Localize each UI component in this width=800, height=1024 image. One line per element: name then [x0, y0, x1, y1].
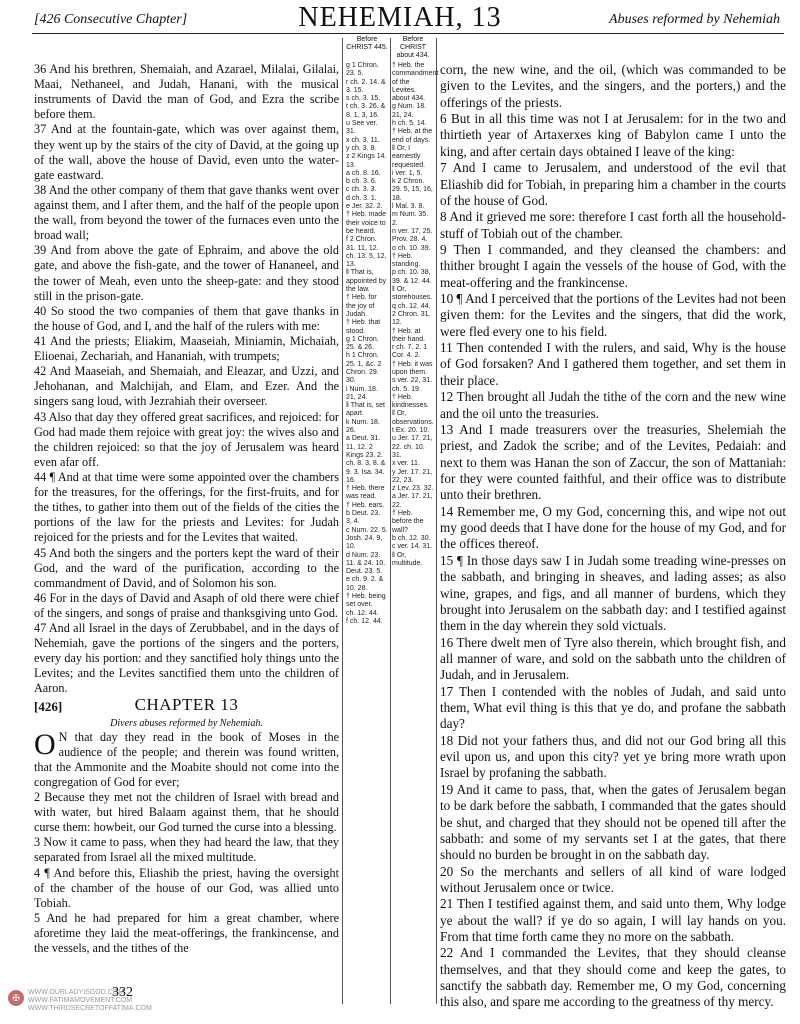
cross-reference-note: ‖ Or, observations. [392, 410, 434, 426]
cross-reference-note: a Jer. 17. 21, 22. [392, 493, 433, 509]
verse-paragraph: 22 And I commanded the Levites, that they should cleanse themselves, and that they should come and keep the gates, to sanctify the sabbath day. Remember me, O my God, concerning this also, and spare me according to the greatness of thy mercy. [440, 945, 786, 1010]
page-header [0, 0, 800, 36]
cross-reference-note: l Mal. 3. 8. [392, 203, 425, 211]
cross-reference-note: ‖ Or, storehouses. [392, 286, 433, 302]
verse-paragraph: 43 Also that day they offered great sacrifices, and rejoiced: for God had made them rejoice with great joy: the wives also and the children rejoiced: so that the joy of Jerusalem was heard even afar off. [34, 409, 339, 469]
watermark-line: WWW.OURLADYISGOD.COM [28, 989, 125, 996]
watermark-line: WWW.THIRDSECRETOFFATIMA.COM [28, 1005, 152, 1012]
seal-icon: ✠ [8, 990, 24, 1006]
column-divider [436, 38, 437, 1004]
cross-reference-note: h 1 Chron. 25. 1, &c. 2 Chron. 29. 30. [346, 352, 382, 385]
chapter-heading [34, 694, 339, 717]
cross-reference-note: a Deut. 31. 11, 12. 2 Kings 23. 2. ch. 8. 3, 8. & 9. 3. Isa. 34. 16. [346, 435, 386, 484]
verse-paragraph: 7 And I came to Jerusalem, and understood of the evil that Eliashib did for Tobiah, in preparing him a chamber in the courts of the house of God. [440, 160, 786, 208]
cross-reference-note: about 434. [392, 95, 426, 103]
cross-reference-note: z Lev. 23. 32. [392, 485, 434, 493]
verse-text: N that day they read in the book of Moses in the audience of the people; and therein was found written, that the Ammonite and the Moabite should not come into the congregation of God for ever; [34, 729, 339, 789]
verse-paragraph: 17 Then I contended with the nobles of Judah, and said unto them, What evil thing is this that ye do, and profane the sabbath day? [440, 683, 786, 732]
cross-reference-note: x ch. 3. 11. [346, 136, 380, 144]
right-text-column [440, 62, 786, 1011]
verse-paragraph: 46 For in the days of David and Asaph of old there were chief of the singers, and songs of praise and thanksgiving unto God. [34, 590, 339, 620]
cross-reference-note: † Heb. that stood. [346, 319, 381, 335]
cross-reference-note: b ch. 12. 30. [392, 534, 431, 542]
verse-paragraph: 40 So stood the two companies of them that gave thanks in the house of God, and I, and the half of the rulers with me: [34, 303, 339, 333]
cross-reference-note: d Num. 23. 11. & 24. 10. Deut. 23. 5. [346, 551, 386, 576]
cross-reference-note: x ver. 11. [392, 460, 420, 468]
cross-reference-note: † Heb. it was upon them. [392, 360, 433, 376]
verse-paragraph: 45 And both the singers and the porters kept the ward of their God, and the ward of the purification, according to the commandment of David, and of Solomon his son. [34, 545, 339, 590]
verse-paragraph: 6 But in all this time was not I at Jerusalem: for in the two and thirtieth year of Artaxerxes king of Babylon came I unto the king, and after certain days obtained I leave of the king: [440, 111, 786, 159]
column-divider [390, 38, 391, 1004]
cross-reference-note: † Heb. standing. [392, 252, 421, 269]
cross-reference-note: ‖ That is, appointed by the law. [346, 269, 387, 294]
verse-paragraph: 42 And Maaseiah, and Shemaiah, and Eleazar, and Uzzi, and Jehohanan, and Malchijah, and Elam, and Ezer. And the singers sang loud, with Jezrahiah their overseer. [34, 364, 339, 409]
verse-paragraph: 39 And from above the gate of Ephraim, and above the old gate, and above the fish-gate, and the tower of Hananeel, and the tower of Meah, even unto the sheep-gate: and they stood still in the prison-gate. [34, 243, 339, 303]
cross-reference-note: u See ver. 31. [346, 120, 378, 136]
cross-reference-note: † Heb. made their voice to be heard. [346, 211, 387, 235]
cross-reference-note: † Heb. at their hand. [392, 327, 426, 343]
cross-reference-note: n ver. 17, 25. Prov. 28. 4. [392, 227, 433, 244]
verse-paragraph: 36 And his brethren, Shemaiah, and Azarael, Milalai, Gilalai, Maai, Nethaneel, and Judah, Hanani, with the musical instruments of David the man of God, and Ezra the scribe before them. [34, 62, 339, 122]
cross-reference-note: s ver. 22, 31. ch. 5. 19. [392, 377, 433, 393]
verse-paragraph: 5 And he had prepared for him a great chamber, where aforetime they laid the meat-offerings, the frankincense, and the vessels, and the tithes of the [34, 910, 339, 956]
cross-reference-note: ‖ That is, set apart. [346, 402, 385, 418]
cross-reference-note: t ch. 3. 26. & 8. 1, 3, 16. [346, 103, 386, 119]
cross-reference-note: z 2 Kings 14. 13. [346, 153, 387, 169]
chapter-number: [426] [34, 698, 63, 714]
verse-paragraph: 13 And I made treasurers over the treasuries, Shelemiah the priest, and Zadok the scribe; and of the Levites, Pedaiah: and next to them was Hanan the son of Zaccur, the son of Mattaniah: for they were counted faithful, and their office was to distribute unto their brethren. [440, 421, 786, 503]
cross-reference-note: g 1 Chron. 23. 5. [346, 62, 379, 78]
cross-reference-note: m Num. 35. 2. [392, 211, 429, 227]
verse-paragraph: 10 ¶ And I perceived that the portions of the Levites had not been given them: for the Levites and the singers, that did the work, were fled every one to his field. [440, 291, 786, 339]
section-running-title: Abuses reformed by Nehemiah [609, 12, 780, 27]
verse-paragraph: 21 Then I testified against them, and said unto them, Why lodge ye about the wall? if ye do so again, I will lay hands on you. From that time forth came they no more on the sabbath. [440, 896, 786, 945]
cross-reference-note: k 2 Chron. 29. 5, 15, 16, 18. [392, 178, 433, 202]
cross-reference-note: ‖ Or, multitude. [392, 551, 423, 567]
cross-reference-note: e Jer. 32. 2. [346, 203, 383, 211]
cross-reference-note: s ch. 3. 15. [346, 95, 381, 103]
header-rule [32, 33, 784, 34]
cross-reference-note: † Heb. the commandment of the Levites. [392, 62, 439, 94]
verse-paragraph: 15 ¶ In those days saw I in Judah some treading wine-presses on the sabbath, and bringing in sheaves, and lading asses; as also wine, grapes, and figs, and all manner of burdens, which they brought into Jerusalem on the sabbath day: and I testified against them in the day wherein they sold victuals. [440, 552, 786, 634]
cross-reference-note: c ver. 14. 31. [392, 543, 433, 551]
verse-paragraph: 41 And the priests; Eliakim, Maaseiah, Miniamin, Michaiah, Elioenai, Zechariah, and Hananiah, with trumpets; [34, 333, 339, 364]
verse-paragraph: 8 And it grieved me sore: therefore I cast forth all the household-stuff of Tobiah out of the chamber. [440, 209, 786, 241]
verse-paragraph: 14 Remember me, O my God, concerning this, and wipe not out my good deeds that I have done for the house of my God, and for the offices thereof. [440, 503, 786, 552]
cross-reference-note: y ch. 3. 8. [346, 144, 377, 152]
verse-paragraph: 3 Now it came to pass, when they had heard the law, that they separated from Israel all the mixed multitude. [34, 835, 339, 865]
cross-reference-note: f 2 Chron. 31. 11, 12. ch. 13. 5, 12, 13. [346, 236, 387, 269]
verse-paragraph: 44 ¶ And at that time were some appointed over the chambers for the treasures, for the offerings, for the first-fruits, and for the tithes, to gather into them out of the fields of the cities the portions of the law for the priests and Levites: for Judah rejoiced for the priests and for the Levites that waited. [34, 469, 339, 545]
cross-reference-note: r ch. 2. 14. & 3. 15. [346, 78, 386, 94]
margin-date-left: Before CHRIST 445. [346, 36, 388, 51]
cross-reference-note: b Deut. 23. 3, 4. [346, 510, 381, 526]
cross-reference-note: c Num. 22. 5. Josh. 24. 9, 10. [346, 526, 388, 551]
cross-reference-note: † Heb. there was read. [346, 485, 385, 501]
cross-reference-note: c ch. 3. 3. [346, 186, 377, 194]
cross-reference-note: y Jer. 17. 21, 22, 23. [392, 468, 433, 484]
cross-reference-note: o ch. 10. 39. [392, 244, 431, 252]
cross-reference-note: † Heb. ears. [346, 501, 385, 509]
cross-reference-note: ch. 12. 44. [346, 609, 379, 617]
chapter-title: CHAPTER 13 [134, 694, 239, 714]
verse-paragraph: 38 And the other company of them that gave thanks went over against them, and I after them, and the half of the people upon the wall, from beyond the tower of the furnaces even unto the broad wall; [34, 182, 339, 243]
cross-reference-note: a ch. 8. 16. [346, 169, 381, 177]
verse-list [34, 790, 339, 956]
margin-references-left [346, 62, 388, 626]
cross-reference-note: b ch. 3. 6. [346, 178, 377, 186]
cross-reference-note: g 1 Chron. 25. & 26. [346, 335, 379, 352]
cross-reference-note: k Num. 18. 26. [346, 418, 380, 435]
verse-paragraph: 4 ¶ And before this, Eliashib the priest, having the oversight of the chamber of the house of our God, was allied unto Tobiah. [34, 865, 339, 910]
cross-reference-note: g Num. 18. 21, 24. [392, 103, 427, 119]
consecutive-chapter-label: [426 Consecutive Chapter] [34, 12, 188, 27]
verse-paragraph: 20 So the merchants and sellers of all kind of ware lodged without Jerusalem once or twice. [440, 863, 786, 895]
margin-date-right: Before CHRIST about 434. [396, 36, 430, 59]
verse-paragraph: 47 And all Israel in the days of Zerubbabel, and in the days of Nehemiah, gave the portions of the singers and the porters, every day his portion: and they sanctified holy things unto the Levites; and the Levites sanctified them unto the children of Aaron. [34, 621, 339, 696]
watermark-line: WWW.FATIMAMOVEMENT.COM [28, 997, 133, 1004]
verse-paragraph: 19 And it came to pass, that, when the gates of Jerusalem began to be dark before the sabbath, I commanded that the gates should be shut, and charged that they should not be opened till after the sabbath: and some of my servants set I at the gates, that there should no burden be brought in on the sabbath day. [440, 781, 786, 863]
cross-reference-note: † Heb. being set over. [346, 593, 386, 609]
page-number: 332 [112, 985, 133, 1000]
column-divider [342, 38, 343, 1004]
cross-reference-note: † Heb. before the wall? [392, 510, 424, 534]
cross-reference-note: d ch. 3. 1. [346, 194, 377, 202]
cross-reference-note: † Heb. kindnesses. [392, 393, 429, 410]
cross-reference-note: f ch. 12. 44. [346, 617, 383, 625]
cross-reference-note: e ch. 9. 2. & 10. 28. [346, 576, 384, 592]
verse-paragraph: 18 Did not your fathers thus, and did not our God bring all this evil upon us, and upon this city? yet ye bring more wrath upon Israel by profaning the sabbath. [440, 732, 786, 781]
drop-cap: O [34, 727, 56, 761]
cross-reference-note: † Heb. for the joy of Judah. [346, 294, 377, 318]
cross-reference-note: u Jer. 17. 21, 22. ch. 10. 31. [392, 435, 433, 459]
verse-paragraph: 11 Then contended I with the rulers, and said, Why is the house of God forsaken? And I gathered them together, and set them in their place. [440, 340, 786, 388]
verse-paragraph: corn, the new wine, and the oil, (which was commanded to be given to the Levites, and the singers, and the porters,) and the offerings of the priests. [440, 62, 786, 110]
cross-reference-note: q ch. 12. 44. 2 Chron. 31. 12. [392, 302, 431, 327]
book-chapter-title: NEHEMIAH, 13 [298, 2, 502, 33]
verse-paragraph [34, 727, 339, 790]
verse-paragraph: 9 Then I commanded, and they cleansed the chambers: and thither brought I again the vessels of the house of God, with the meat-offering and the frankincense. [440, 241, 786, 290]
verse-list [34, 62, 339, 697]
cross-reference-note: h ch. 5. 14. [392, 120, 427, 128]
verse-paragraph: 12 Then brought all Judah the tithe of the corn and the new wine and the oil unto the treasuries. [440, 389, 786, 421]
cross-reference-note: p ch. 10. 38, 39. & 12. 44. [392, 269, 432, 285]
verse-paragraph: 37 And at the fountain-gate, which was over against them, they went up by the stairs of the city of David, at the going up of the wall, above the house of David, even unto the water-gate eastward. [34, 122, 339, 182]
verse-paragraph: 16 There dwelt men of Tyre also therein, which brought fish, and all manner of ware, and sold on the sabbath unto the children of Judah, and in Jerusalem. [440, 634, 786, 683]
website-watermark [28, 989, 152, 1013]
cross-reference-note: r ch. 7. 2. 1 Cor. 4. 2. [392, 344, 428, 360]
cross-reference-note: t Ex. 20. 10. [392, 427, 430, 435]
cross-reference-note: i ver. 1, 5. [392, 169, 423, 177]
left-text-column [34, 62, 339, 956]
cross-reference-note: † Heb. at the end of days. [392, 128, 433, 144]
cross-reference-note: ‖ Or, I earnestly requested. [392, 144, 426, 169]
verse-paragraph: 2 Because they met not the children of Israel with bread and with water, but hired Balaam against them, that he should curse them: howbeit, our God turned the curse into a blessing. [34, 790, 339, 835]
chapter-summary: Divers abuses reformed by Nehemiah. [110, 717, 263, 729]
margin-references-right [392, 62, 439, 568]
cross-reference-note: i Num. 18. 21, 24. [346, 385, 378, 401]
